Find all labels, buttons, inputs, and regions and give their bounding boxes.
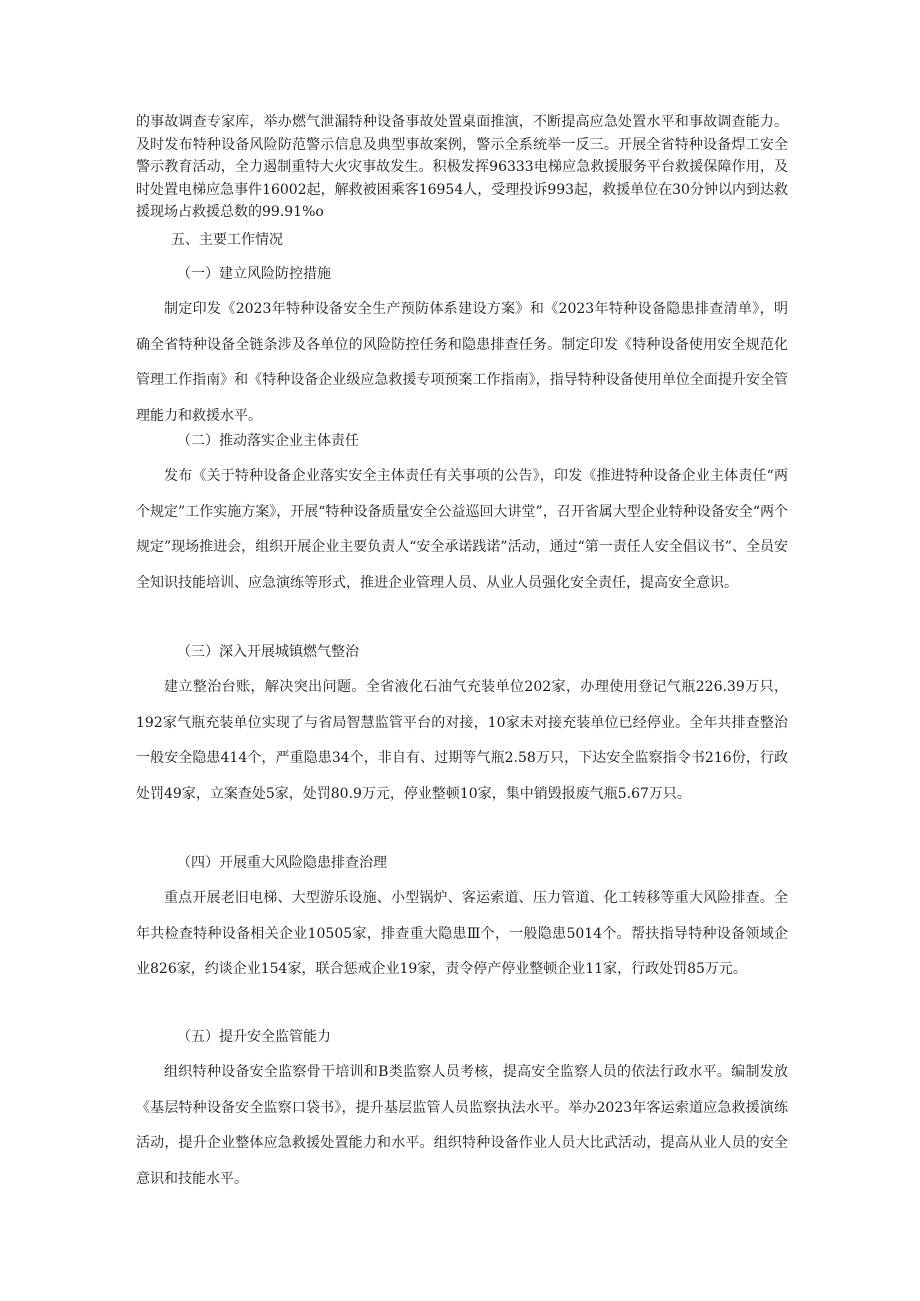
subsection-paragraph-5: 组织特种设备安全监察骨干培训和B类监察人员考核，提高安全监察人员的依法行政水平。编制发放《基层特种设备安全监察口袋书》，提升基层监管人员监察执法水平。举办2023年客运索道应急救援演练活动，提升企业整体应急救援处置能力和水平。组织特种设备作业人员大比武活动，提高从业人员的安全意识和技能水平。 xyxy=(136,1064,788,1187)
subsection-heading-4: （四）开展重大风险隐患排查治理 xyxy=(177,855,387,871)
subsection-heading-2: （二）推动落实企业主体责任 xyxy=(177,433,359,449)
subsection-paragraph-4: 重点开展老旧电梯、大型游乐设施、小型锅炉、客运索道、压力管道、化工转移等重大风险排查。全年共检查特种设备相关企业10505家，排查重大隐患Ⅲ个，一般隐患5014个。帮扶指导特种设备领域企业826家，约谈企业154家，联合惩戒企业19家，责令停产停业整顿企业11家，行政处罚85万元。 xyxy=(136,890,788,978)
subsection-heading-1: （一）建立风险防控措施 xyxy=(177,266,331,282)
subsection-paragraph-2: 发布《关于特种设备企业落实安全主体责任有关事项的公告》，印发《推进特种设备企业主体责任“两个规定”工作实施方案》，开展“特种设备质量安全公益巡回大讲堂”，召开省属大型企业特种设备安全“两个规定”现场推进会，组织开展企业主要负责人“安全承诺践诺”活动，通过“第一责任人安全倡议书”、全员安全知识技能培训、应急演练等形式，推进企业管理人员、从业人员强化安全责任，提高安全意识。 xyxy=(136,468,788,591)
subsection-paragraph-3: 建立整治台账，解决突出问题。全省液化石油气充装单位202家，办理使用登记气瓶226.39万只，192家气瓶充装单位实现了与省局智慧监管平台的对接，10家未对接充装单位已经停业。全年共排查整治一般安全隐患414个，严重隐患34个，非自有、过期等气瓶2.58万只，下达安全监察指令书216份，行政处罚49家，立案查处5家，处罚80.9万元，停业整顿10家，集中销毁报废气瓶5.67万只。 xyxy=(136,679,788,802)
subsection-heading-5: （五）提升安全监管能力 xyxy=(177,1029,331,1045)
section-heading-main-work: 五、主要工作情况 xyxy=(171,232,283,248)
subsection-paragraph-1: 制定印发《2023年特种设备安全生产预防体系建设方案》和《2023年特种设备隐患排查清单》，明确全省特种设备全链条涉及各单位的风险防控任务和隐患排查任务。制定印发《特种设备使用安全规范化管理工作指南》和《特种设备企业级应急救援专项预案工作指南》，指导特种设备使用单位全面提升安全管理能力和救援水平。 xyxy=(136,301,788,424)
subsection-heading-3: （三）深入开展城镇燃气整治 xyxy=(177,644,359,660)
intro-paragraph: 的事故调查专家库，举办燃气泄漏特种设备事故处置桌面推演，不断提高应急处置水平和事故调查能力。及时发布特种设备风险防范警示信息及典型事故案例，警示全系统举一反三。开展全省特种设备焊工安全警示教育活动，全力遏制重特大火灾事故发生。积极发挥96333电梯应急救援服务平台救援保障作用，及时处置电梯应急事件16002起，解救被困乘客16954人，受理投诉993起，救援单位在30分钟以内到达救援现场占救援总数的99.91%o xyxy=(136,114,788,221)
